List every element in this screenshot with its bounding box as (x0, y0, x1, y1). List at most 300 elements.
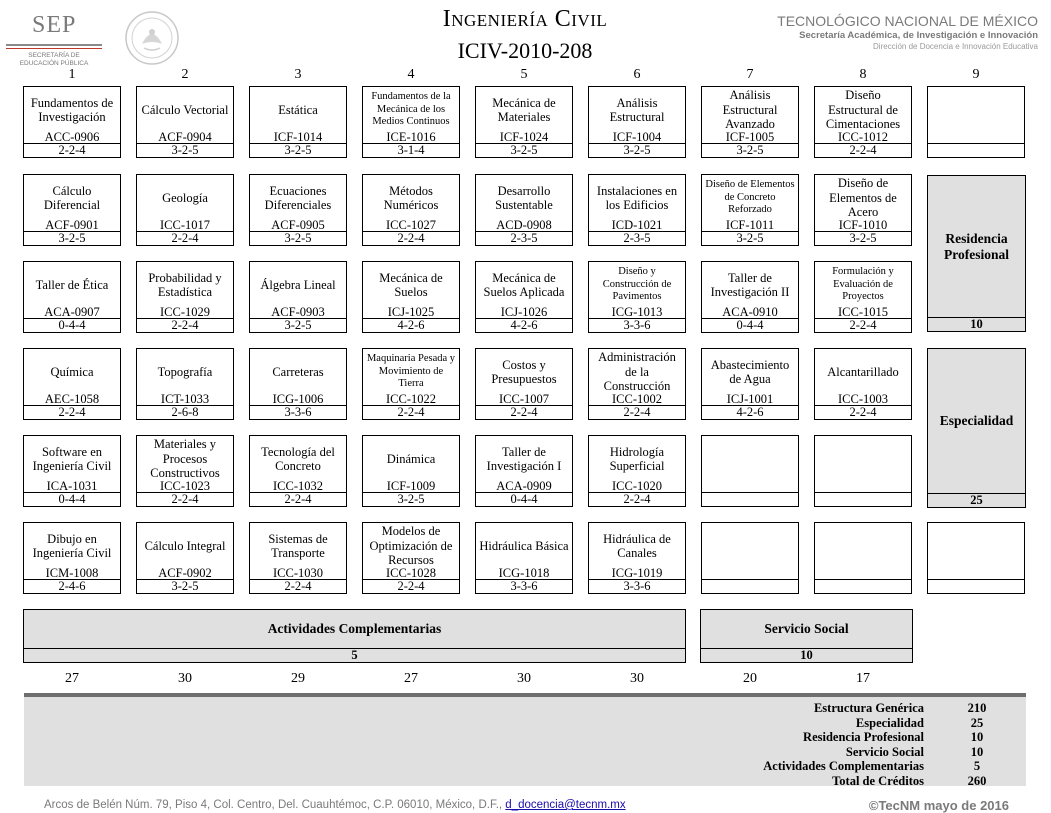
course-code: ACD-0908 (496, 218, 552, 232)
course-code: ICC-1030 (273, 566, 323, 580)
especialidad-block: Especialidad (927, 348, 1026, 494)
course-credits: 3-2-5 (249, 231, 347, 246)
course-cell (249, 86, 347, 159)
course-box (23, 522, 121, 580)
semester-number: 8 (859, 67, 867, 82)
course-credits: 2-2-4 (814, 143, 912, 158)
semester-number: 4 (407, 67, 415, 82)
credits-summary (24, 697, 1026, 786)
course-box (249, 86, 347, 144)
course-cell (814, 261, 912, 334)
course-code: ACF-0904 (158, 130, 212, 144)
course-credits: 3-2-5 (701, 143, 799, 158)
course-credits: 2-2-4 (249, 492, 347, 507)
summary-label: Servicio Social (845, 744, 924, 759)
course-name: Geología (162, 190, 208, 205)
course-cell (701, 174, 799, 247)
course-code: ICC-1017 (160, 218, 210, 232)
course-code: ICJ-1025 (387, 305, 435, 319)
semester-number: 2 (181, 67, 189, 82)
course-box (249, 522, 347, 580)
course-credits: 3-3-6 (588, 579, 686, 594)
course-name: Taller de Investigación I (486, 444, 562, 473)
course-box (362, 348, 460, 406)
course-code: ICF-1004 (612, 130, 662, 144)
course-name (930, 524, 1022, 568)
course-box (136, 435, 234, 493)
course-cell (701, 86, 799, 159)
course-code: ICF-1010 (838, 218, 888, 232)
sep-logo (6, 12, 116, 67)
course-box (249, 174, 347, 232)
course-name: Cálculo Integral (144, 538, 226, 553)
course-name: Topografía (157, 364, 213, 379)
footer-address-text: Arcos de Belén Núm. 79, Piso 4, Col. Centro, Del. Cuauhtémoc, C.P. 06010, México, D.F., (44, 799, 506, 811)
course-name: Mecánica de Suelos (379, 270, 443, 299)
course-cell (701, 522, 799, 595)
org-subtitle: Secretaría Académica, de Investigación e Innovación (799, 30, 1038, 41)
course-box (814, 348, 912, 406)
summary-row (24, 745, 1026, 759)
course-credits: 0-4-4 (23, 492, 121, 507)
course-credits: 0-4-4 (23, 318, 121, 333)
course-box (362, 174, 460, 232)
course-box (814, 435, 912, 493)
course-box (23, 435, 121, 493)
course-box (588, 435, 686, 493)
residencia-profesional-credits: 10 (927, 317, 1026, 332)
course-cell (588, 261, 686, 334)
course-cell (136, 435, 234, 508)
course-box (249, 348, 347, 406)
semester-total-credits: 30 (178, 671, 192, 686)
course-cell (588, 174, 686, 247)
course-credits: 3-2-5 (814, 231, 912, 246)
course-credits: 2-2-4 (588, 405, 686, 420)
course-code: ICG-1019 (611, 566, 663, 580)
course-name: Métodos Numéricos (383, 183, 439, 212)
semester-number: 6 (633, 67, 641, 82)
course-code: ICF-1024 (499, 130, 549, 144)
course-code: ICC-1002 (612, 392, 662, 406)
course-cell (362, 435, 460, 508)
summary-row (24, 759, 1026, 773)
course-name: Alcantarillado (827, 364, 899, 379)
course-name: Análisis Estructural (609, 95, 665, 124)
course-name: Cálculo Vectorial (141, 102, 229, 117)
course-cell (362, 174, 460, 247)
course-cell (249, 522, 347, 595)
course-box (701, 522, 799, 580)
course-code: AEC-1058 (44, 392, 100, 406)
course-credits: 2-2-4 (249, 579, 347, 594)
semester-number: 3 (294, 67, 302, 82)
especialidad-credits: 25 (927, 493, 1026, 508)
course-credits: 3-2-5 (362, 492, 460, 507)
sep-logo-rule-accent (6, 48, 102, 49)
course-credits: 2-2-4 (23, 405, 121, 420)
course-credits: 2-2-4 (814, 405, 912, 420)
course-box (588, 348, 686, 406)
tecnm-header (777, 13, 1038, 51)
course-cell (136, 261, 234, 334)
course-code: ICC-1020 (612, 479, 662, 493)
course-code: ICF-1011 (725, 218, 775, 232)
sep-logo-subtext-line-1: SECRETARÍA DE (28, 52, 80, 59)
course-cell (475, 348, 573, 421)
course-cell (362, 86, 460, 159)
course-name: Mecánica de Suelos Aplicada (483, 270, 565, 299)
summary-row (24, 701, 1026, 715)
org-department: Dirección de Docencia e Innovación Educativa (873, 42, 1038, 51)
course-cell (23, 86, 121, 159)
course-code: ICG-1006 (272, 392, 324, 406)
course-credits: 2-2-4 (814, 318, 912, 333)
summary-label: Residencia Profesional (803, 730, 924, 744)
semester-number: 7 (746, 67, 754, 82)
course-code: ICA-1031 (46, 479, 98, 493)
sep-logo-text: SEP (32, 12, 77, 38)
course-credits: 3-2-5 (23, 231, 121, 246)
course-cell (588, 86, 686, 159)
summary-value: 210 (967, 701, 987, 715)
course-cell (136, 174, 234, 247)
course-name: Hidrología Superficial (609, 444, 665, 473)
course-box (701, 435, 799, 493)
course-credits: 0-4-4 (701, 318, 799, 333)
course-box (362, 435, 460, 493)
course-name: Diseño de Elementos de Concreto Reforzado (705, 179, 795, 216)
course-name: Cálculo Diferencial (43, 183, 101, 212)
summary-label: Estructura Genérica (813, 701, 924, 715)
course-code: ICT-1033 (160, 392, 210, 406)
semester-total-credits: 17 (856, 671, 870, 686)
course-box (23, 261, 121, 319)
course-credits: 4-2-6 (701, 405, 799, 420)
course-code: ICG-1013 (611, 305, 663, 319)
course-credits: 3-2-5 (588, 143, 686, 158)
summary-value: 25 (970, 715, 984, 730)
course-name: Probabilidad y Estadística (148, 270, 222, 299)
course-code: ICC-1023 (160, 479, 210, 493)
residencia-profesional-block: Residencia Profesional (927, 175, 1026, 318)
course-cell (475, 86, 573, 159)
course-box (249, 261, 347, 319)
course-cell (588, 348, 686, 421)
course-cell (362, 261, 460, 334)
course-credits: 2-4-6 (23, 579, 121, 594)
course-name: Dibujo en Ingeniería Civil (32, 531, 112, 560)
course-cell (362, 522, 460, 595)
course-name: Diseño Estructural de Cimentaciones (825, 88, 901, 132)
course-name: Materiales y Procesos Constructivos (150, 437, 220, 481)
course-cell (588, 522, 686, 595)
course-box (475, 435, 573, 493)
course-code: ACF-0901 (45, 218, 99, 232)
course-cell (249, 435, 347, 508)
course-name: Fundamentos de la Mecánica de los Medios Continuos (371, 91, 451, 128)
course-cell (136, 522, 234, 595)
course-credits: 3-3-6 (588, 318, 686, 333)
course-code: ICF-1014 (273, 130, 323, 144)
course-box (362, 522, 460, 580)
summary-value: 260 (967, 773, 987, 788)
semester-total-credits: 20 (743, 671, 757, 686)
course-box (475, 261, 573, 319)
course-box (814, 174, 912, 232)
course-cell (701, 261, 799, 334)
course-code: ICC-1027 (386, 218, 436, 232)
course-box (701, 174, 799, 232)
mexico-seal-icon (124, 10, 180, 66)
course-cell (475, 261, 573, 334)
course-box (136, 261, 234, 319)
course-code: ACA-0909 (496, 479, 552, 493)
course-code: ACA-0907 (44, 305, 100, 319)
summary-row (24, 730, 1026, 744)
course-code: ICE-1016 (386, 130, 436, 144)
course-name: Tecnología del Concreto (261, 444, 335, 473)
course-name: Formulación y Evaluación de Proyectos (832, 266, 894, 303)
course-cell (927, 522, 1025, 595)
course-cell (23, 261, 121, 334)
course-code: ICC-1003 (838, 392, 888, 406)
course-box (814, 261, 912, 319)
course-code: ICJ-1026 (500, 305, 548, 319)
course-cell (701, 435, 799, 508)
course-cell (475, 435, 573, 508)
course-name: Modelos de Optimización de Recursos (369, 524, 453, 568)
course-box (136, 522, 234, 580)
course-box (927, 522, 1025, 580)
course-cell (136, 348, 234, 421)
course-cell (588, 435, 686, 508)
course-credits: 2-2-4 (136, 318, 234, 333)
semester-number: 9 (972, 67, 980, 82)
course-credits: 3-1-4 (362, 143, 460, 158)
footer-address (44, 799, 626, 811)
course-code: ACA-0910 (722, 305, 778, 319)
plan-key: ICIV-2010-208 (457, 38, 593, 63)
course-cell (23, 435, 121, 508)
semester-total-credits: 27 (65, 671, 79, 686)
course-name: Sistemas de Transporte (268, 531, 328, 560)
course-name (930, 88, 1022, 132)
course-box (588, 174, 686, 232)
course-cell (23, 348, 121, 421)
servicio-social-band: Servicio Social (700, 609, 913, 649)
course-credits (927, 579, 1025, 594)
sep-logo-subtext (6, 52, 102, 68)
course-name: Maquinaria Pesada y Movimiento de Tierra (366, 353, 456, 390)
course-credits: 2-2-4 (362, 405, 460, 420)
summary-row (24, 774, 1026, 788)
course-credits (927, 143, 1025, 158)
course-code: ICJ-1001 (726, 392, 774, 406)
course-credits: 3-3-6 (249, 405, 347, 420)
semester-number: 1 (68, 67, 76, 82)
program-title: Ingeniería Civil (442, 6, 608, 32)
summary-value: 10 (970, 744, 984, 759)
course-cell (814, 86, 912, 159)
course-name: Administración de la Construcción (598, 350, 676, 394)
course-name: Abastecimiento de Agua (710, 357, 790, 386)
course-credits: 0-4-4 (475, 492, 573, 507)
sep-logo-rule (6, 44, 102, 46)
course-credits: 3-2-5 (249, 318, 347, 333)
course-code: ICF-1009 (386, 479, 436, 493)
course-box (588, 261, 686, 319)
course-box (588, 522, 686, 580)
course-name: Diseño de Elementos de Acero (829, 176, 897, 220)
actividades-complementarias-band: Actividades Complementarias (23, 609, 686, 649)
course-code: ACF-0903 (271, 305, 325, 319)
course-box (475, 174, 573, 232)
course-credits: 4-2-6 (362, 318, 460, 333)
course-cell (814, 348, 912, 421)
servicio-social-credits: 10 (700, 648, 913, 663)
course-cell (927, 86, 1025, 159)
course-name: Análisis Estructural Avanzado (722, 88, 778, 132)
course-code: ICC-1032 (273, 479, 323, 493)
summary-value: 10 (970, 730, 984, 744)
course-cell (701, 348, 799, 421)
course-credits: 2-3-5 (588, 231, 686, 246)
course-code: ACC-0906 (44, 130, 100, 144)
course-box (136, 174, 234, 232)
course-cell (23, 174, 121, 247)
course-credits: 2-2-4 (475, 405, 573, 420)
course-box (588, 86, 686, 144)
summary-value: 5 (973, 759, 981, 773)
course-code: ACF-0902 (158, 566, 212, 580)
semester-total-credits: 27 (404, 671, 418, 686)
course-credits: 2-2-4 (362, 231, 460, 246)
course-box (701, 261, 799, 319)
course-code: ICD-1021 (611, 218, 663, 232)
course-cell (136, 86, 234, 159)
course-box (249, 435, 347, 493)
summary-label: Especialidad (855, 715, 924, 730)
footer-email-link[interactable]: d_docencia@tecnm.mx (505, 799, 626, 811)
actividades-complementarias-credits: 5 (23, 648, 686, 663)
course-code: ICC-1012 (838, 130, 888, 144)
course-credits: 2-6-8 (136, 405, 234, 420)
course-credits: 2-2-4 (362, 579, 460, 594)
course-cell (249, 348, 347, 421)
course-name: Estática (278, 102, 318, 117)
course-code: ICC-1022 (386, 392, 436, 406)
course-credits: 3-3-6 (475, 579, 573, 594)
course-code: ICM-1008 (45, 566, 99, 580)
course-box (136, 348, 234, 406)
course-code: ACF-0905 (271, 218, 325, 232)
course-name: Instalaciones en los Edificios (596, 183, 678, 212)
course-box (362, 86, 460, 144)
course-cell (814, 174, 912, 247)
course-box (23, 348, 121, 406)
course-credits (701, 492, 799, 507)
course-credits: 2-2-4 (23, 143, 121, 158)
course-credits: 2-2-4 (136, 492, 234, 507)
course-name (704, 524, 796, 568)
course-code: ICC-1015 (838, 305, 888, 319)
course-credits (814, 579, 912, 594)
sep-logo-subtext-line-2: EDUCACIÓN PÚBLICA (19, 60, 89, 67)
course-box (23, 86, 121, 144)
course-box (814, 522, 912, 580)
course-cell (475, 522, 573, 595)
course-cell (814, 435, 912, 508)
course-name: Mecánica de Materiales (492, 95, 556, 124)
course-code: ICC-1029 (160, 305, 210, 319)
semester-total-credits: 30 (630, 671, 644, 686)
course-box (475, 86, 573, 144)
course-credits: 2-3-5 (475, 231, 573, 246)
course-box (927, 86, 1025, 144)
course-credits: 3-2-5 (701, 231, 799, 246)
course-name: Desarrollo Sustentable (495, 183, 553, 212)
summary-label: Total de Créditos (832, 773, 924, 788)
course-code: ICC-1028 (386, 566, 436, 580)
semester-total-credits: 30 (517, 671, 531, 686)
course-code: ICG-1018 (498, 566, 550, 580)
course-box (136, 86, 234, 144)
course-name: Fundamentos de Investigación (30, 95, 114, 124)
course-cell (362, 348, 460, 421)
course-cell (475, 174, 573, 247)
course-code: ICF-1005 (725, 130, 775, 144)
course-name: Dinámica (386, 451, 436, 466)
semester-number: 5 (520, 67, 528, 82)
course-credits: 3-2-5 (475, 143, 573, 158)
course-box (23, 174, 121, 232)
course-name: Taller de Ética (35, 277, 109, 292)
course-credits: 3-2-5 (249, 143, 347, 158)
course-name: Química (50, 364, 94, 379)
course-credits: 3-2-5 (136, 579, 234, 594)
course-box (362, 261, 460, 319)
course-cell (249, 174, 347, 247)
course-cell (249, 261, 347, 334)
course-box (701, 348, 799, 406)
course-cell (814, 522, 912, 595)
summary-row (24, 716, 1026, 730)
course-name: Álgebra Lineal (260, 277, 336, 292)
course-credits (701, 579, 799, 594)
course-credits: 4-2-6 (475, 318, 573, 333)
course-name (817, 437, 909, 481)
course-code: ICC-1007 (499, 392, 549, 406)
course-name: Diseño y Construcción de Pavimentos (602, 266, 672, 303)
course-credits (814, 492, 912, 507)
course-name: Carreteras (272, 364, 324, 379)
semester-total-credits: 29 (291, 671, 305, 686)
course-name: Hidráulica Básica (479, 538, 569, 553)
course-name (704, 437, 796, 481)
course-name: Hidráulica de Canales (603, 531, 671, 560)
course-box (701, 86, 799, 144)
course-credits: 2-2-4 (588, 492, 686, 507)
course-name: Costos y Presupuestos (491, 357, 557, 386)
course-name: Ecuaciones Diferenciales (264, 183, 332, 212)
course-credits: 2-2-4 (136, 231, 234, 246)
course-credits: 3-2-5 (136, 143, 234, 158)
summary-label: Actividades Complementarias (763, 759, 924, 773)
course-name: Software en Ingeniería Civil (32, 444, 112, 473)
course-box (814, 86, 912, 144)
course-cell (23, 522, 121, 595)
